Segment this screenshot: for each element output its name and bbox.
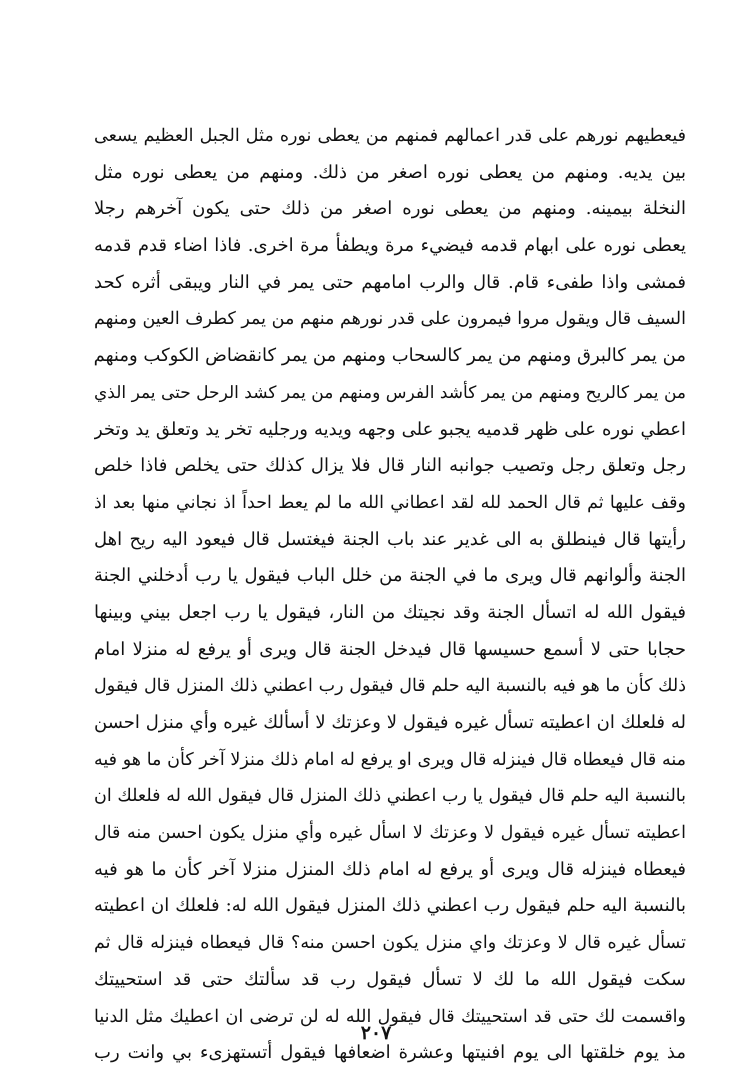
- text-line: فيقول الله له اتسأل الجنة وقد نجيتك من النار، فيقول يا رب اجعل بيني وبينها: [94, 601, 686, 623]
- text-line: من يمر كالريح ومنهم من يمر كأشد الفرس ومنهم من يمر كشد الرحل حتى يمر الذي: [94, 382, 686, 403]
- text-line: بين يديه. ومنهم من يعطى نوره اصغر من ذلك. ومنهم من يعطى نوره مثل: [94, 161, 686, 183]
- text-line: اعطيته تسأل غيره فيقول لا وعزتك لا اسأل غيره وأي منزل يكون احسن منه قال: [94, 823, 686, 844]
- text-line: واقسمت لك حتى قد استحييتك قال فيقول الله له لن ترضى ان اعطيك مثل الدنيا: [94, 1006, 686, 1027]
- text-line: رأيتها قال فينطلق به الى غدير عند باب الجنة فيغتسل قال فيعود اليه ريح اهل: [94, 528, 686, 550]
- text-line: بالنسبة اليه حلم قال فيقول يا رب اعطني ذلك المنزل قال فيقول الله له فلعلك ان: [94, 786, 686, 807]
- text-line: يعطى نوره على ابهام قدمه فيضيء مرة ويطفأ مرة اخرى. فاذا اضاء قدم قدمه: [94, 235, 686, 257]
- text-line: منه قال فيعطاه قال فينزله قال ويرى او يرفع له امام ذلك منزلا آخر كأن ما هو فيه: [94, 749, 686, 770]
- text-line: السيف قال ويقول مروا فيمرون على قدر نورهم منهم من يمر كطرف العين ومنهم: [94, 309, 686, 330]
- page-number: ٢٠٧: [360, 1022, 392, 1044]
- text-line: النخلة بيمينه. ومنهم من يعطى نوره اصغر من ذلك حتى يكون آخرهم رجلا: [94, 198, 686, 220]
- text-line: مذ يوم خلقتها الى يوم افنيتها وعشرة اضعافها فيقول أتستهزىء بي وانت رب: [94, 1042, 686, 1064]
- text-line: ذلك كأن ما هو فيه بالنسبة اليه حلم قال فيقول رب اعطني ذلك المنزل قال فيقول: [94, 676, 686, 697]
- text-line: سكت فيقول الله ما لك لا تسأل فيقول رب قد سألتك حتى قد استحييتك: [94, 968, 686, 990]
- text-line: فمشى واذا طفىء قام. قال والرب امامهم حتى يمر في النار ويبقى أثره كحد: [94, 271, 686, 293]
- text-line: وقف عليها ثم قال الحمد لله لقد اعطاني الله ما لم يعط احداً اذ نجاني منها بعد اذ: [94, 492, 686, 513]
- text-line: رجل وتعلق رجل وتصيب جوانبه النار قال فلا يزال كذلك حتى يخلص فاذا خلص: [94, 455, 686, 477]
- text-line: اعطي نوره على ظهر قدميه يجبو على وجهه ويديه ورجليه تخر يد وتعلق يد وتخر: [94, 418, 686, 440]
- text-line: الجنة وألوانهم قال ويرى ما في الجنة من خلل الباب فيقول يا رب أدخلني الجنة: [94, 565, 686, 587]
- body-text: [94, 118, 686, 1072]
- text-line: بالنسبة اليه حلم فيقول رب اعطني ذلك المنزل فيقول الله له: فلعلك ان اعطيته: [94, 895, 686, 917]
- text-line: من يمر كالبرق ومنهم من يمر كالسحاب ومنهم من يمر كانقضاض الكوكب ومنهم: [94, 345, 686, 367]
- text-line: فيعطاه فينزله قال ويرى أو يرفع له امام ذلك المنزل منزلا آخر كأن ما هو فيه: [94, 858, 686, 880]
- text-line: فيعطيهم نورهم على قدر اعمالهم فمنهم من يعطى نوره مثل الجبل العظيم يسعى: [94, 126, 686, 146]
- text-line: له فلعلك ان اعطيته تسأل غيره فيقول لا وعزتك لا أسألك غيره وأي منزل احسن: [94, 712, 686, 733]
- text-line: تسأل غيره قال لا وعزتك واي منزل يكون احسن منه؟ قال فيعطاه فينزله قال ثم: [94, 933, 686, 954]
- text-line: حجابا حتى لا أسمع حسيسها قال فيدخل الجنة قال ويرى أو يرفع له منزلا امام: [94, 638, 686, 660]
